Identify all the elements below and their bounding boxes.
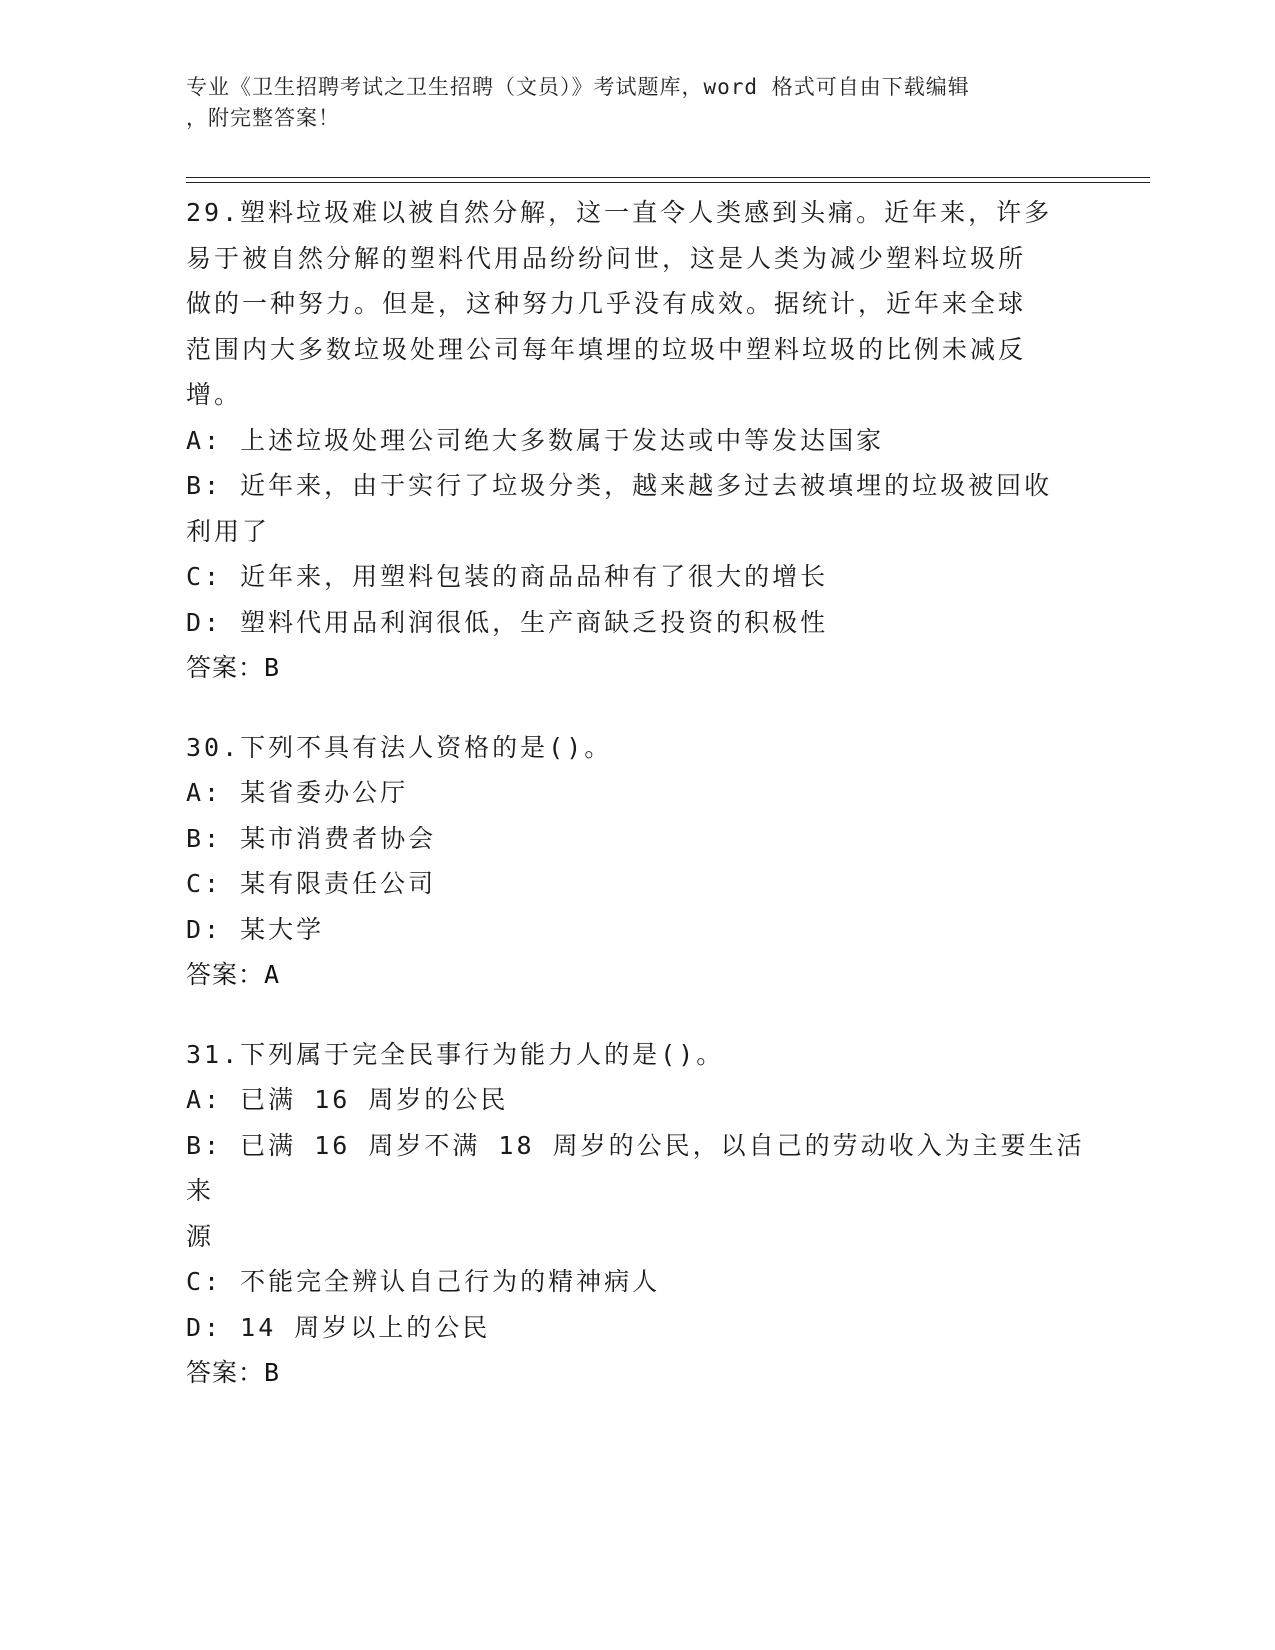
answer [186,645,1086,691]
option-b: B: 已满 16 周岁不满 18 周岁的公民，以自己的劳动收入为主要生活来 [186,1130,1085,1205]
answer-value: B [264,653,281,682]
stem-line: 30.下列不具有法人资格的是()。 [186,732,613,762]
option-a: A: 某省委办公厅 [186,778,409,807]
stem-line: 增。 [186,380,243,409]
option-c: C: 近年来，用塑料包装的商品品种有了很大的增长 [186,562,829,591]
stem-line: 29.塑料垃圾难以被自然分解，这一直令人类感到头痛。近年来，许多 [186,198,1053,227]
question-30 [186,725,1086,998]
option-d: D: 塑料代用品利润很低，生产商缺乏投资的积极性 [186,607,829,637]
option-c: C: 某有限责任公司 [186,869,437,898]
option-b-continued: 利用了 [186,516,271,546]
stem-line: 31.下列属于完全民事行为能力人的是()。 [186,1039,725,1069]
header-divider-bottom [186,182,1150,183]
answer-label: 答案： [186,1358,265,1387]
question-list [186,190,1086,1430]
header-line-1: 专业《卫生招聘考试之卫生招聘（文员）》考试题库，word 格式可自由下载编辑 [186,75,970,99]
answer [186,952,1086,998]
stem-line: 做的一种努力。但是，这种努力几乎没有成效。据统计，近年来全球 [186,289,1027,318]
header-divider-top [186,177,1150,178]
answer-label: 答案： [186,653,265,682]
option-b: B: 近年来，由于实行了垃圾分类，越来越多过去被填埋的垃圾被回收 [186,471,1053,500]
option-b: B: 某市消费者协会 [186,823,437,853]
question-stem [186,190,1086,418]
option-a: A: 已满 16 周岁的公民 [186,1085,509,1114]
document-header [186,72,1066,134]
stem-line: 易于被自然分解的塑料代用品纷纷问世，这是人类为减少塑料垃圾所 [186,243,1027,273]
question-stem [186,1032,1086,1078]
option-c: C: 不能完全辨认自己行为的精神病人 [186,1267,661,1296]
option-d: D: 某大学 [186,914,325,944]
answer-value: A [264,960,281,989]
option-b-continued: 源 [186,1221,215,1251]
option-a: A: 上述垃圾处理公司绝大多数属于发达或中等发达国家 [186,425,885,455]
header-line-2: ，附完整答案！ [186,106,340,130]
question-29 [186,190,1086,691]
option-d: D: 14 周岁以上的公民 [186,1312,491,1342]
answer-value: B [264,1358,281,1387]
question-stem [186,725,1086,771]
stem-line: 范围内大多数垃圾处理公司每年填埋的垃圾中塑料垃圾的比例未减反 [186,334,1027,364]
answer [186,1350,1086,1396]
question-31 [186,1032,1086,1396]
answer-label: 答案： [186,960,265,989]
